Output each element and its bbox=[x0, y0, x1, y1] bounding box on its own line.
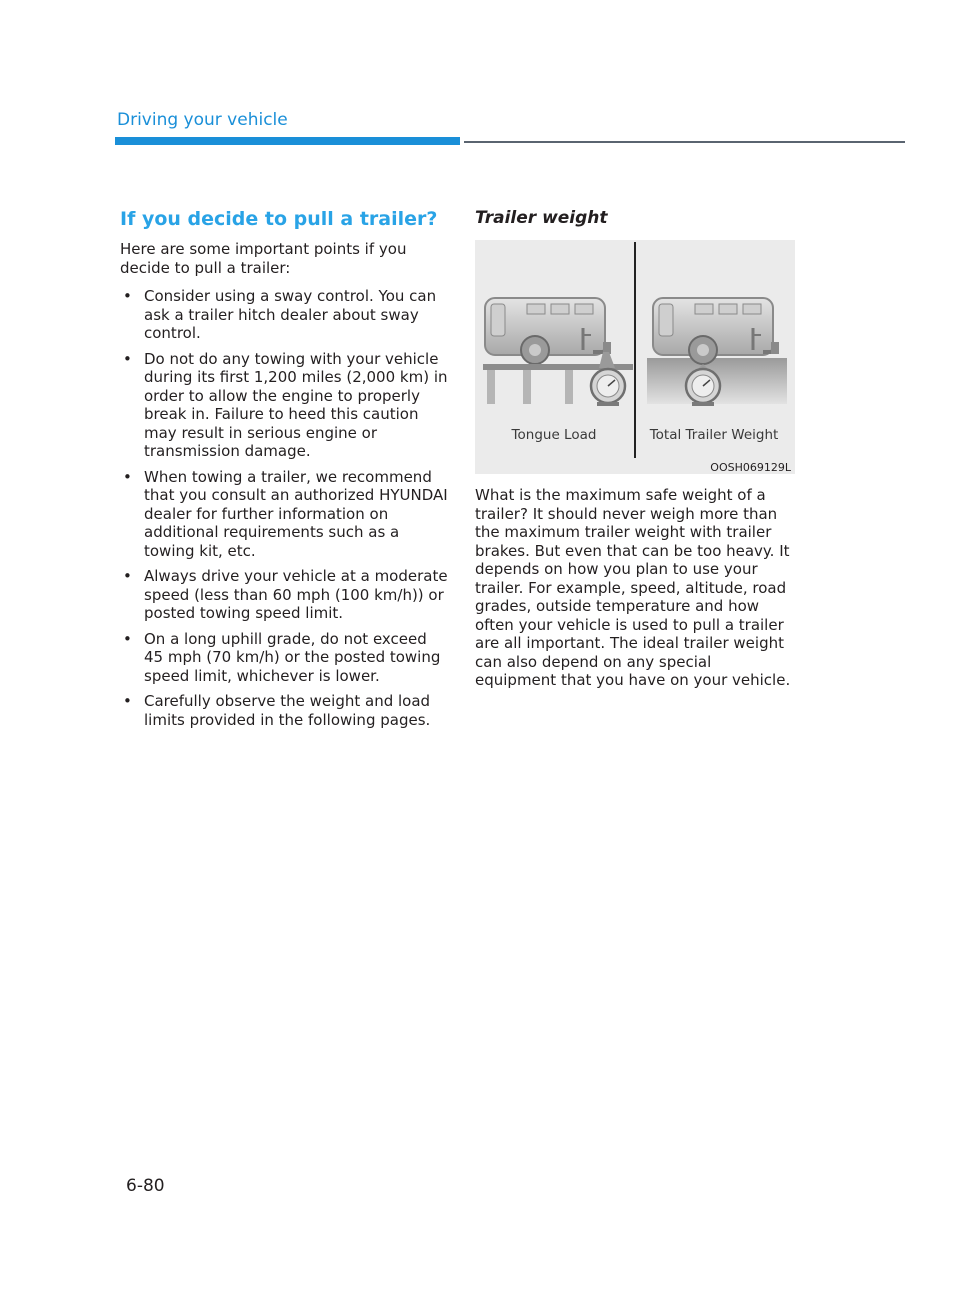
tongue-load-illustration bbox=[483, 298, 633, 406]
bullet-list bbox=[120, 287, 450, 729]
bullet-icon: • bbox=[123, 287, 132, 305]
tongue-load-label: Tongue Load bbox=[511, 427, 597, 443]
left-column bbox=[120, 208, 450, 736]
total-weight-illustration bbox=[647, 298, 787, 406]
trailer-weight-paragraph: What is the maximum safe weight of a trailer? It should never weigh more than the maximum trailer weight with trailer brakes. But even that can be too heavy. It depends on how you plan to use your trailer. For example, speed, altitude, road grades, outside temperature and how often your vehicle is used to pull a trailer are all important. The ideal trailer weight can also depend on any special equipment that you have on your vehicle. bbox=[475, 486, 791, 689]
header-title: Driving your vehicle bbox=[117, 110, 288, 130]
intro-paragraph: Here are some important points if you decide to pull a trailer: bbox=[120, 240, 407, 277]
list-item-text: Carefully observe the weight and load limits provided in the following pages. bbox=[144, 692, 431, 729]
list-item-text: Always drive your vehicle at a moderate speed (less than 60 mph (100 km/h)) or posted towing speed limit. bbox=[144, 567, 448, 622]
list-item bbox=[120, 630, 450, 686]
bullet-icon: • bbox=[123, 349, 132, 368]
subsection-heading: Trailer weight bbox=[475, 208, 608, 228]
list-item bbox=[120, 567, 450, 623]
list-item bbox=[120, 692, 450, 729]
list-item-text: On a long uphill grade, do not exceed 45 mph (70 km/h) or the posted towing speed limit, whichever is lower. bbox=[144, 629, 441, 685]
right-column bbox=[475, 208, 795, 690]
section-heading: If you decide to pull a trailer? bbox=[120, 208, 438, 230]
header-rule bbox=[464, 141, 905, 143]
list-item-text: Do not do any towing with your vehicle during its first 1,200 miles (2,000 km) in order to allow the engine to properly break in. Failure to heed this caution may result in serious engine or transmission damage. bbox=[144, 349, 448, 460]
list-item bbox=[120, 468, 450, 561]
list-item bbox=[120, 350, 450, 461]
list-item-text: Consider using a sway control. You can ask a trailer hitch dealer about sway control. bbox=[144, 287, 437, 342]
bullet-icon: • bbox=[123, 467, 132, 486]
bullet-icon: • bbox=[123, 629, 132, 648]
header-accent-bar bbox=[115, 137, 460, 145]
bullet-icon: • bbox=[123, 692, 132, 710]
trailer-weight-figure bbox=[475, 240, 795, 474]
figure-code: OOSH069129L bbox=[710, 461, 791, 474]
list-item-text: When towing a trailer, we recommend that you consult an authorized HYUNDAI dealer for further information on additional requirements such as a towing kit, etc. bbox=[144, 467, 448, 560]
page-number: 6-80 bbox=[126, 1176, 165, 1196]
total-trailer-weight-label: Total Trailer Weight bbox=[649, 427, 779, 443]
list-item bbox=[120, 287, 450, 343]
bullet-icon: • bbox=[123, 567, 132, 585]
